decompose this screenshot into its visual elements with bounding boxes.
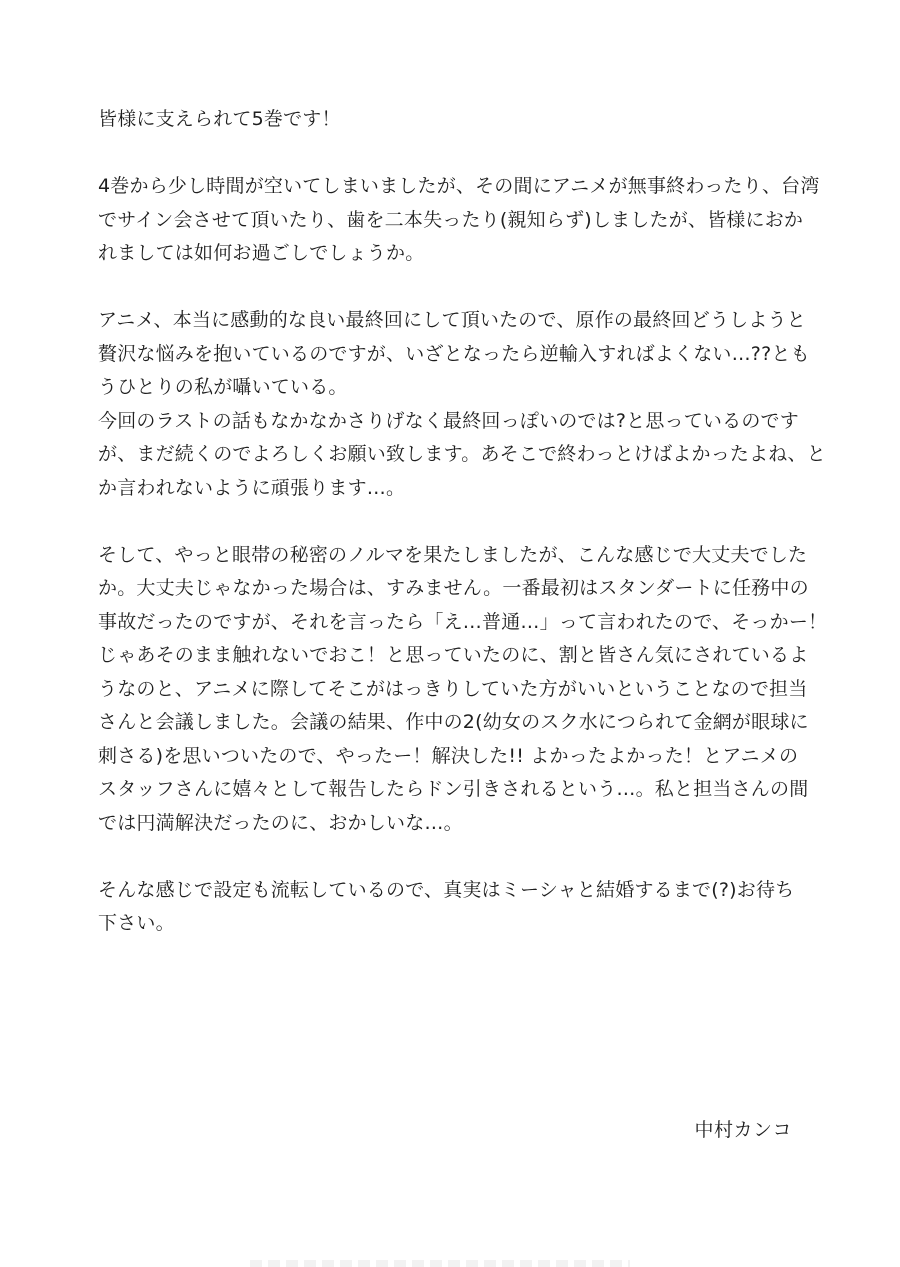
text-line: スタッフさんに嬉々として報告したらドン引きされるという…。私と担当さんの間 <box>98 778 809 800</box>
bleed-through-smudge <box>250 1260 630 1267</box>
text-line: うなのと、アニメに際してそこがはっきりしていた方がいいということなので担当 <box>98 677 808 700</box>
afterword-body <box>98 103 828 941</box>
author-signature: 中村カンコ <box>694 1119 792 1141</box>
text-line: か。大丈夫じゃなかった場合は、すみません。一番最初はスタンダートに任務中の <box>98 577 809 599</box>
text-line: では円満解決だったのに、おかしいな…。 <box>98 811 463 834</box>
paragraph-gap <box>98 505 810 539</box>
text-line: れましては如何お過ごしでしょうか。 <box>98 242 425 264</box>
text-line: アニメ、本当に感動的な良い最終回にして頂いたので、原作の最終回どうしようと <box>98 309 806 331</box>
text-line: うひとりの私が囁いている。 <box>98 376 348 398</box>
paragraph-gap <box>98 271 810 305</box>
paragraph-gap <box>98 840 810 874</box>
paragraph-4 <box>98 539 828 841</box>
text-line: じゃあそのまま触れないでおこ！と思っていたのに、割と皆さん気にされているよ <box>98 644 809 666</box>
text-line: 下さい。 <box>98 912 175 934</box>
paragraph-5 <box>98 874 810 941</box>
text-line: が、まだ続くのでよろしくお願い致します。あそこで終わっとけばよかったよね、と <box>98 443 826 465</box>
paragraph-gap <box>98 137 810 171</box>
text-line: か言われないように頑張ります…。 <box>98 476 406 499</box>
paragraph-3 <box>98 304 826 505</box>
text-line: 皆様に支えられて5巻です！ <box>98 108 341 130</box>
paragraph-1 <box>98 103 810 137</box>
text-line: 今回のラストの話もなかなかさりげなく最終回っぽいのでは?と思っているのです <box>98 409 799 432</box>
text-line: 事故だったのですが、それを言ったら「え…普通…」って言われたので、そっかー！ <box>98 610 828 633</box>
text-line: 刺さる)を思いついたので、やったー！解決した!! よかったよかった！とアニメの <box>98 744 799 767</box>
text-line: そして、やっと眼帯の秘密のノルマを果たしましたが、こんな感じで大丈夫でした <box>98 543 808 566</box>
text-line: そんな感じで設定も流転しているので、真実はミーシャと結婚するまで(?)お待ち <box>98 878 795 901</box>
text-line: 4巻から少し時間が空いてしまいましたが、その間にアニメが無事終わったり、台湾 <box>98 175 820 197</box>
text-line: 贅沢な悩みを抱いているのですが、いざとなったら逆輸入すればよくない…??とも <box>98 342 810 365</box>
paragraph-2 <box>98 170 820 271</box>
text-line: でサイン会させて頂いたり、歯を二本失ったり(親知らず)しましたが、皆様におか <box>98 208 804 231</box>
text-line: さんと会議しました。会議の結果、作中の2(幼女のスク水につられて金網が眼球に <box>98 711 809 733</box>
